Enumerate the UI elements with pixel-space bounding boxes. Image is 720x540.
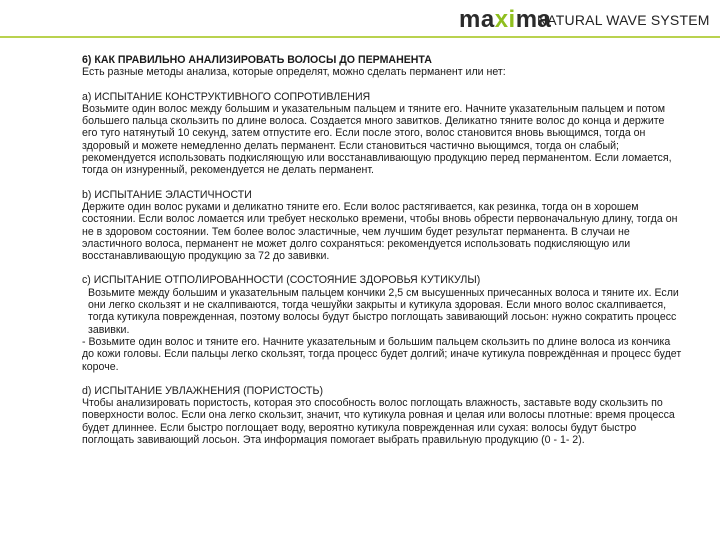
logo-part-3: ma [515, 6, 552, 33]
document-intro: Есть разные методы анализа, которые определят, можно сделать перманент или нет: [82, 66, 506, 79]
spacer [82, 79, 682, 91]
section-body-d: Чтобы анализировать пористость, которая это способность волос поглощать влажность, заставьте воду скользить по поверхности волос. Если она легко скользит, значит, что кутикула ровная и целая или волосы плотные: время процесса будет длиннее. Если быстро поглощает воду, вероятно кутикула поврежденная или сухая: волосы будут быстро поглощать завивающий лосьон. Эта информация помогает выбрать правильную продукцию (0 - 1- 2). [82, 397, 675, 447]
document-body [82, 54, 682, 446]
section-body-c: Возьмите между большим и указательным пальцем кончики 2,5 см высушенных причесанных волоса и тяните их. Если они легко скользят и не скалпиваются, тогда чешуйки закрыты и кутикула здоровая. Если много волос скалпивается, тогда кутикула поврежденная, поэтому волосы будут быстро поглощать завивающий лосьон: нужно сократить процесс завивки. [88, 286, 679, 336]
section-body-b: Держите один волос руками и деликатно тяните его. Если волос растягивается, как резинка, тогда он в хорошем состоянии. Если волос ломается или требует несколько времени, чтобы вновь обрести первоначальную длину, тогда он не в здоровом состоянии. Тем более волос эластичные, чем лучшим будет результат перманента. В случаи не эластичного волоса, перманент не может долго сохраняться: рекомендуется использовать подкисляющую или восстанавливающую продукцию за 72 до завивки. [82, 200, 678, 263]
section-heading-b: b) ИСПЫТАНИЕ ЭЛАСТИЧНОСТИ [82, 188, 252, 201]
section-heading-d: d) ИСПЫТАНИЕ УВЛАЖНЕНИЯ (ПОРИСТОСТЬ) [82, 384, 323, 397]
section-body-c-2: - Возьмите один волос и тяните его. Начните указательным и большим пальцем скользить по длине волоса из кончика до кожи головы. Если пальцы легко скользят, тогда процесс будет долгий; иначе кутикула повреждённая и процесс будет короче. [82, 335, 682, 373]
header [0, 0, 720, 40]
spacer [82, 262, 682, 274]
section-body-a: Возьмите один волос между большим и указательным пальцем и тяните его. Начните указательным пальцем и потом большего пальца скользить по длине волоса. Создается много завитков. Деликатно тяните волос до конца и держите его туго натянутый 10 секунд, затем отпустите его. Если после этого, волос становится вновь вьющимся, тогда он здоровый и можете немедленно делать перманент. Если становиться частично вьющимся, тогда он слабый; рекомендуется использовать подкисляющую или восстанавливающую продукцию перед перманентом. Если ломается, тогда он изнуренный, рекомендуется не делать перманент. [82, 102, 672, 177]
section-heading-c: c) ИСПЫТАНИЕ ОТПОЛИРОВАННОСТИ (СОСТОЯНИЕ ЗДОРОВЬЯ КУТИКУЛЫ) [82, 274, 481, 287]
logo-part-1: ma [459, 6, 495, 33]
logo-part-2: xi [494, 6, 516, 33]
spacer [82, 177, 682, 189]
spacer [82, 373, 682, 385]
section-heading-a: a) ИСПЫТАНИЕ КОНСТРУКТИВНОГО СОПРОТИВЛЕНИЯ [82, 90, 371, 103]
brand-tagline: NATURAL WAVE SYSTEM [537, 12, 710, 28]
header-divider [0, 36, 720, 38]
document-title: 6) КАК ПРАВИЛЬНО АНАЛИЗИРОВАТЬ ВОЛОСЫ ДО ПЕРМАНЕНТА [82, 54, 432, 66]
